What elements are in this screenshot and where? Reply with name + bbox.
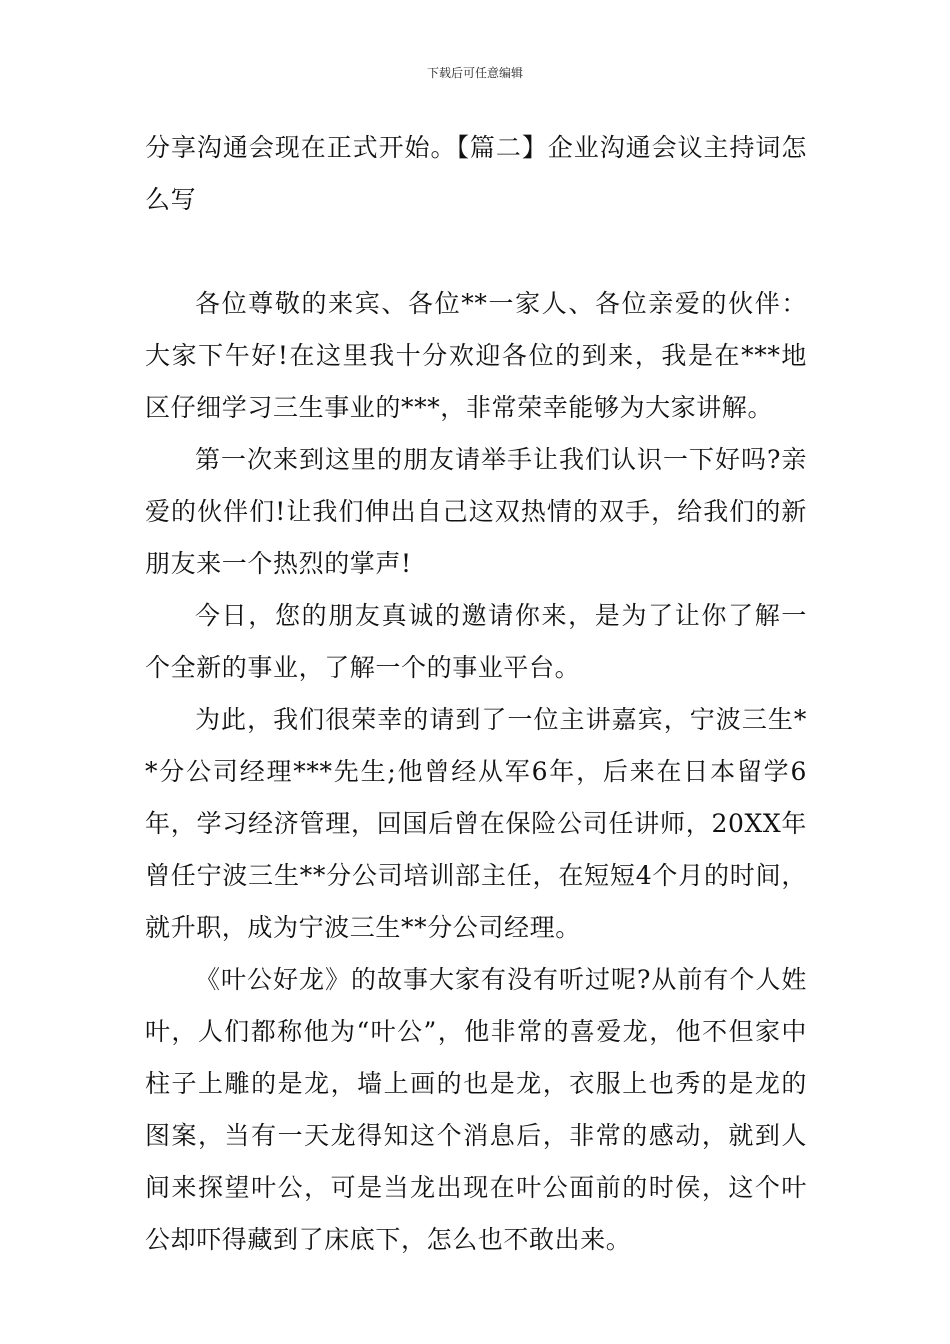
document-body [145,122,807,1266]
intro-paragraph: 分享沟通会现在正式开始。【篇二】企业沟通会议主持词怎么写 [145,133,807,214]
story-paragraph: 《叶公好龙》的故事大家有没有听过呢?从前有个人姓叶，人们都称他为“叶公”，他非常的喜爱龙，他不但家中柱子上雕的是龙，墙上画的也是龙，衣服上也秀的是龙的图案，当有一天龙得知这个消息后，非常的感动，就到人间来探望叶公，可是当龙出现在叶公面前的时侯，这个叶公却吓得藏到了床底下，怎么也不敢出来。 [145,965,807,1254]
welcome-paragraph: 第一次来到这里的朋友请举手让我们认识一下好吗?亲爱的伙伴们!让我们伸出自己这双热情的双手，给我们的新朋友来一个热烈的掌声! [145,445,807,578]
invitation-paragraph: 今日，您的朋友真诚的邀请你来，是为了让你了解一个全新的事业，了解一个的事业平台。 [145,601,807,682]
page-header: 下载后可任意编辑 [426,66,523,80]
greeting-paragraph: 各位尊敬的来宾、各位**一家人、各位亲爱的伙伴：大家下午好!在这里我十分欢迎各位的到来，我是在***地区仔细学习三生事业的***，非常荣幸能够为大家讲解。 [145,289,807,422]
speaker-intro-paragraph: 为此，我们很荣幸的请到了一位主讲嘉宾，宁波三生**分公司经理***先生;他曾经从军6年，后来在日本留学6年，学习经济管理，回国后曾在保险公司任讲师，20XX年曾任宁波三生**分公司培训部主任，在短短4个月的时间，就升职，成为宁波三生**分公司经理。 [145,705,807,942]
